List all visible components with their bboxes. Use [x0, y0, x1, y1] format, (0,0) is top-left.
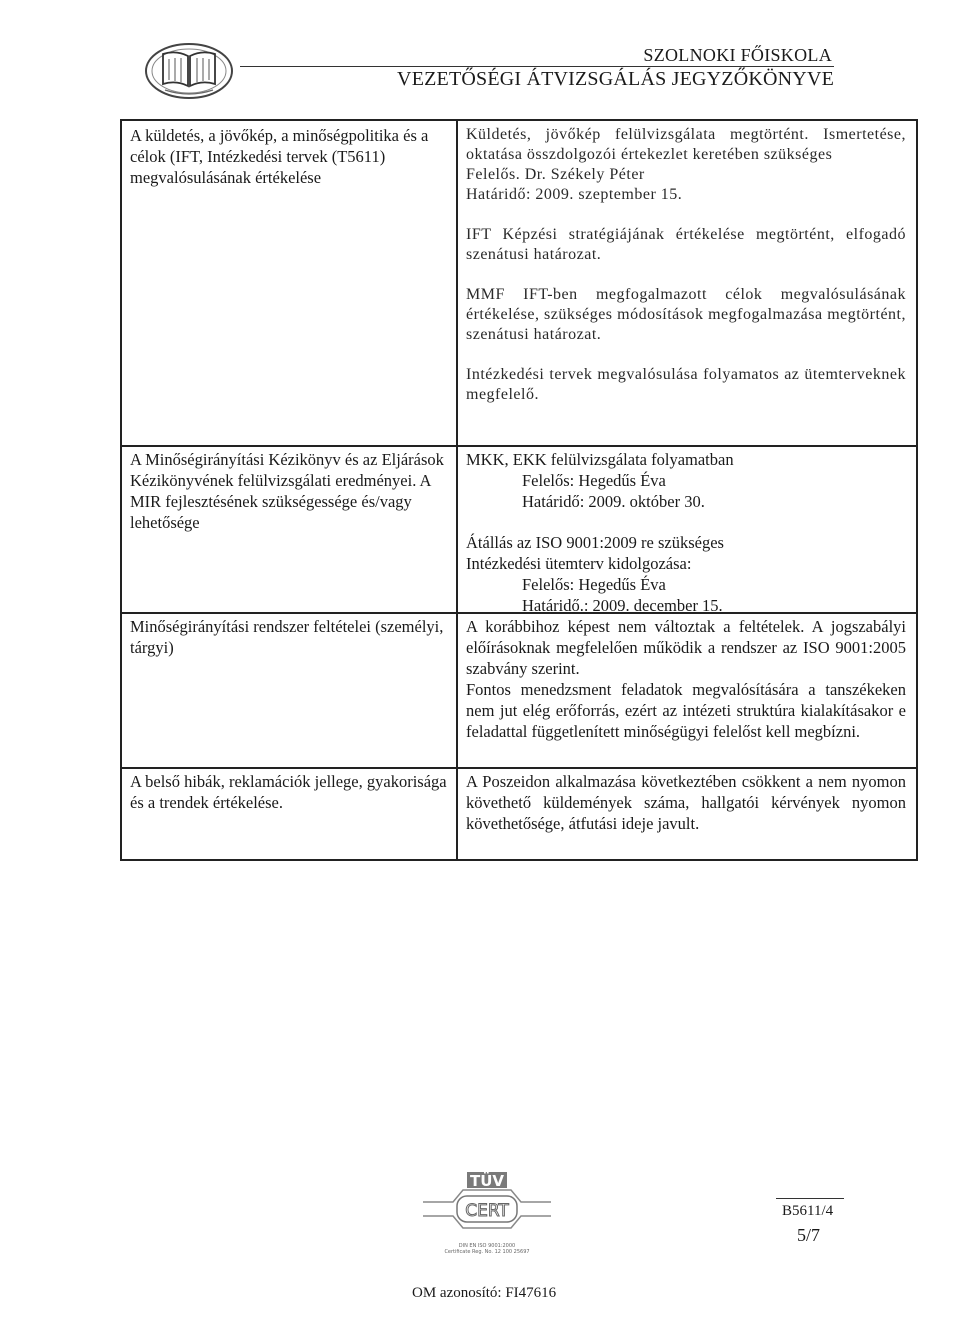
row-topic-mission: A küldetés, a jövőkép, a minőségpolitika és a célok (IFT, Intézkedési tervek (T5611) megvalósulásának értékelése [130, 126, 429, 187]
finding-text: A korábbihoz képest nem változtak a feltételek. A jogszabályi előírásoknak megfelelően működik a rendszer az ISO 9001:2005 szabvány szerint. [466, 617, 906, 678]
om-identifier: OM azonosító: FI47616 [412, 1285, 557, 1301]
finding-text: MKK, EKK felülvizsgálata folyamatban [466, 450, 734, 469]
tuv-cert-icon [417, 1166, 557, 1242]
certificate-text [432, 1243, 542, 1255]
responsible-person: Felelős. Dr. Székely Péter [466, 166, 645, 183]
document-number: B5611/4 [782, 1203, 834, 1219]
finding-text: Fontos menedzsment feladatok megvalósítására a tanszékeken nem jut elég erőforrás, ezért az intézeti struktúra kialakításakor e feladattal függetlenített minőségügyi felelőst kell megbízni. [466, 680, 906, 741]
deadline: Határidő: 2009. szeptember 15. [466, 186, 683, 203]
row-divider [122, 445, 916, 447]
footer-rule [776, 1198, 844, 1199]
row-findings-conditions [466, 616, 906, 742]
review-table [120, 119, 918, 861]
deadline: Határidő.: 2009. december 15. [522, 596, 723, 615]
responsible-person: Felelős: Hegedűs Éva [522, 575, 666, 594]
row-topic-conditions: Minőségirányítási rendszer feltételei (személyi, tárgyi) [130, 617, 444, 657]
finding-text: Átállás az ISO 9001:2009 re szükséges [466, 533, 724, 552]
finding-text: Küldetés, jövőkép felülvizsgálata megtörtént. Ismertetése, oktatása összdolgozói értekezlet keretében szükséges [466, 126, 906, 163]
row-findings-complaints [466, 771, 906, 834]
row-findings-mission [466, 125, 906, 405]
row-findings-handbook [466, 449, 906, 616]
finding-text: Intézkedési tervek megvalósulása folyamatos az ütemterveknek megfelelő. [466, 366, 906, 403]
column-divider [456, 121, 458, 859]
document-title: VEZETŐSÉGI ÁTVIZSGÁLÁS JEGYZŐKÖNYVE [397, 68, 834, 90]
certificate-standard: DIN EN ISO 9001:2000 [458, 1243, 516, 1249]
finding-text: IFT Képzési stratégiájának értékelése megtörtént, elfogadó szenátusi határozat. [466, 226, 906, 263]
deadline: Határidő: 2009. október 30. [522, 492, 705, 511]
finding-text: A Poszeidon alkalmazása következtében csökkent a nem nyomon követhető küldemények száma, hallgatói kérvények nyomon követhetősége, átfutási ideje javult. [466, 772, 906, 833]
finding-text: MMF IFT-ben megfogalmazott célok megvalósulásának értékelése, szükséges módosítások megfogalmazása megtörtént, szenátusi határozat. [466, 286, 906, 343]
responsible-person: Felelős: Hegedűs Éva [522, 471, 666, 490]
finding-text: Intézkedési ütemterv kidolgozása: [466, 554, 692, 573]
institution-name: SZOLNOKI FŐISKOLA [643, 45, 832, 65]
svg-text:CERT: CERT [465, 1201, 509, 1221]
certificate-registration: Certificate Reg. No. 12 100 25697 [444, 1249, 530, 1255]
row-topic-handbook: A Minőségirányítási Kézikönyv és az Eljárások Kézikönyvének felülvizsgálati eredményei. A MIR fejlesztésének szükségessége és/vagy lehetősége [130, 450, 444, 532]
college-logo-icon [143, 40, 235, 102]
row-topic-complaints: A belső hibák, reklamációk jellege, gyakorisága és a trendek értékelése. [130, 772, 447, 812]
header-rule [240, 66, 834, 67]
svg-text:TÜV: TÜV [469, 1172, 505, 1190]
page-number: 5/7 [797, 1225, 821, 1245]
row-divider [122, 767, 916, 769]
